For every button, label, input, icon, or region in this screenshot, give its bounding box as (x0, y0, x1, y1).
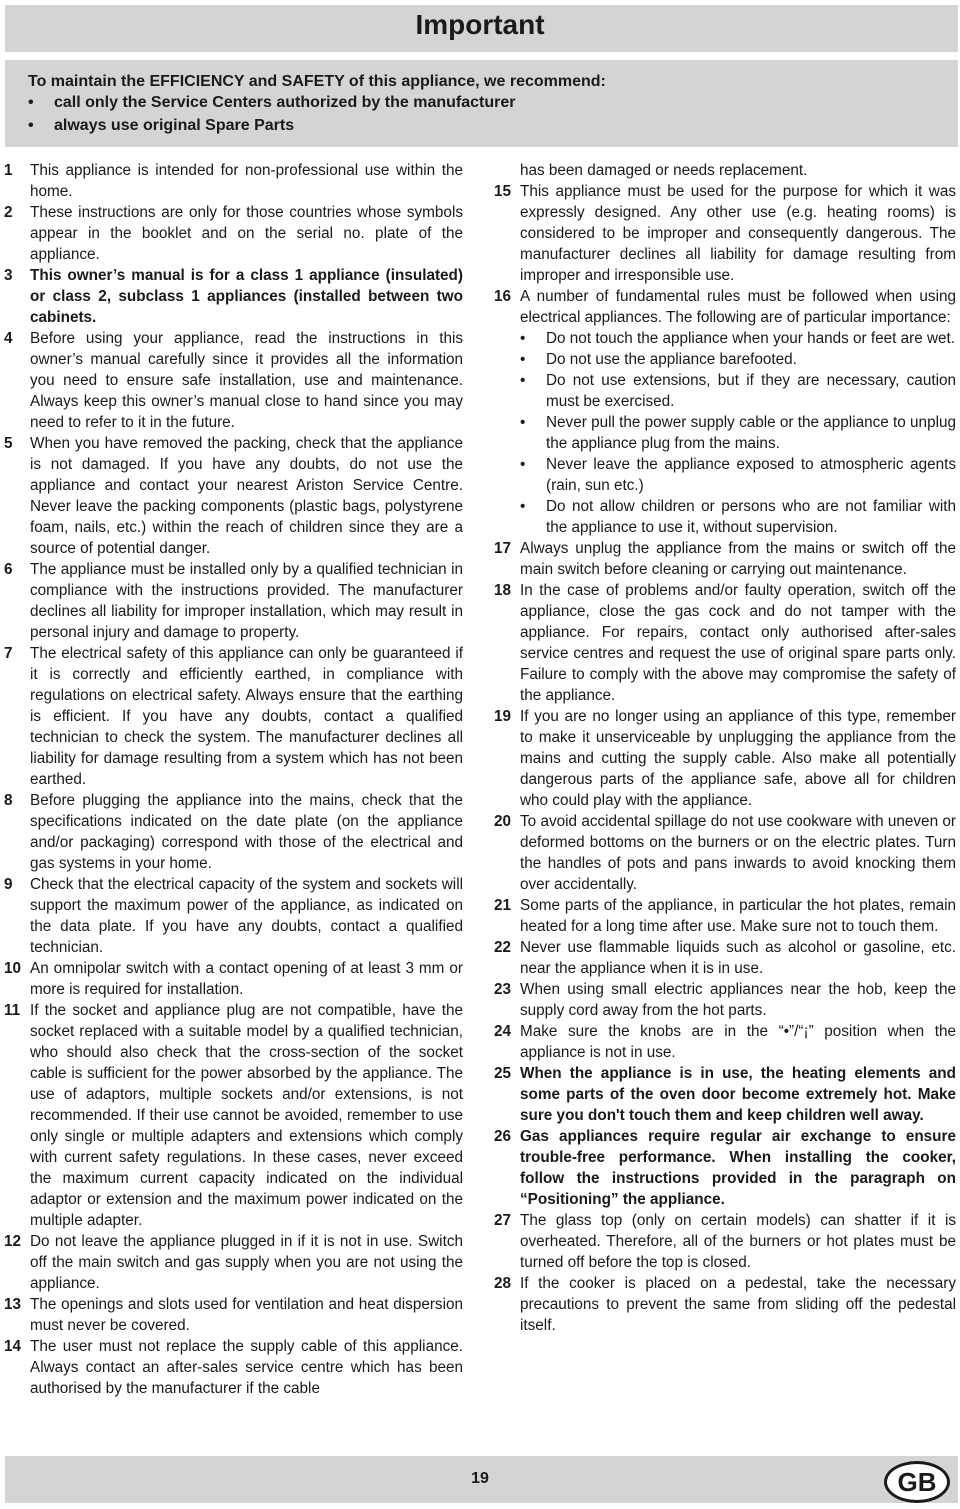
item-number: 11 (4, 1002, 21, 1019)
list-item (488, 1210, 956, 1273)
item-number: 3 (4, 267, 13, 284)
page-number: 19 (471, 1470, 489, 1487)
list-item (488, 1063, 956, 1126)
item-text: This appliance is intended for non-professional use within the home. (30, 162, 463, 200)
list-item (0, 790, 463, 874)
right-column (488, 160, 958, 1336)
item-number: 1 (4, 162, 13, 179)
item-number: 12 (4, 1233, 22, 1250)
item-number: 27 (494, 1212, 512, 1229)
list-item (0, 328, 463, 433)
item-text: This owner’s manual is for a class 1 appliance (insulated) or class 2, subclass 1 appliances (installed between two cabinets. (30, 267, 463, 326)
sub-bullet: • Do not use extensions, but if they are necessary, caution must be exercised. (520, 372, 956, 410)
list-item (0, 1294, 463, 1336)
item-text: Do not leave the appliance plugged in if it is not in use. Switch off the main switch and gas supply when you are not using the appliance. (30, 1233, 463, 1292)
item-number: 2 (4, 204, 13, 221)
sub-bullet-text: Do not touch the appliance when your hands or feet are wet. (546, 330, 956, 347)
item-number: 6 (4, 561, 13, 578)
item-number: 8 (4, 792, 13, 809)
list-item (488, 895, 956, 937)
item-number: 26 (494, 1128, 512, 1145)
list-item (0, 1336, 463, 1399)
list-item (488, 1021, 956, 1063)
item-text: Before using your appliance, read the instructions in this owner’s manual carefully since it provides all the information you need to ensure safe installation, use and maintenance. Always keep this owner’s manual close to hand since you may need to refer to it in the future. (30, 330, 463, 431)
item-number: 17 (494, 540, 512, 557)
recommendation-heading: To maintain the EFFICIENCY and SAFETY of this appliance, we recommend: (28, 73, 606, 90)
sub-bullet: • Do not allow children or persons who are not familiar with the appliance to use it, without supervision. (520, 498, 956, 536)
item-text: The user must not replace the supply cable of this appliance. Always contact an after-sales service centre which has been authorised by the manufacturer if the cable (30, 1338, 463, 1397)
item-text: To avoid accidental spillage do not use cookware with uneven or deformed bottoms on the burners or on the electric plates. Turn the handles of pots and pans inwards to avoid knocking them over accidentally. (520, 813, 956, 893)
list-item (488, 181, 956, 286)
item-text: Check that the electrical capacity of the system and sockets will support the maximum power of the appliance, as indicated on the data plate. If you have any doubts, contact a qualified technician. (30, 876, 463, 956)
list-item (488, 538, 956, 580)
list-item (488, 1273, 956, 1336)
list-item (0, 1231, 463, 1294)
item-text: An omnipolar switch with a contact opening of at least 3 mm or more is required for installation. (30, 960, 463, 998)
item-number: 5 (4, 435, 13, 452)
item-number: 25 (494, 1065, 512, 1082)
item-text: If you are no longer using an appliance of this type, remember to make it unserviceable by unplugging the appliance from the mains and cutting the supply cable. Also make all potentially dangerous parts of the appliance safe, above all for children who could play with the appliance. (520, 708, 956, 809)
item-number: 28 (494, 1275, 512, 1292)
recommendation-bullet: • call only the Service Centers authorized by the manufacturer (28, 94, 516, 111)
page-title: Important (415, 9, 545, 40)
item-number: 24 (494, 1023, 512, 1040)
list-item (488, 937, 956, 979)
item-text: If the cooker is placed on a pedestal, take the necessary precautions to prevent the same from sliding off the pedestal itself. (520, 1275, 956, 1334)
item-text: These instructions are only for those countries whose symbols appear in the booklet and on the serial no. plate of the appliance. (30, 204, 463, 263)
sub-bullet-text: Never pull the power supply cable or the appliance to unplug the appliance plug from the mains. (546, 414, 956, 452)
item-number: 14 (4, 1338, 22, 1355)
list-item (0, 559, 463, 643)
item-number: 18 (494, 582, 512, 599)
list-item (0, 160, 463, 202)
list-item (0, 202, 463, 265)
item-text: Make sure the knobs are in the “•”/“¡” position when the appliance is not in use. (520, 1023, 956, 1061)
recommendation-bullet-text: call only the Service Centers authorized by the manufacturer (54, 94, 516, 111)
item-number: 4 (4, 330, 13, 347)
item-number: 20 (494, 813, 512, 830)
recommendation-bullet: • always use original Spare Parts (28, 117, 295, 134)
item-number: 22 (494, 939, 512, 956)
sub-bullet-text: Do not allow children or persons who are not familiar with the appliance to use it, without supervision. (546, 498, 956, 536)
list-item (488, 811, 956, 895)
list-item (488, 286, 956, 538)
item-number: 13 (4, 1296, 22, 1313)
item-text: The electrical safety of this appliance can only be guaranteed if it is correctly and efficiently earthed, in compliance with regulations on electrical safety. Always ensure that the earthing is efficient. If you have any doubts, contact a qualified technician to check the system. The manufacturer declines all liability for damage resulting from a system which has not been earthed. (30, 645, 463, 788)
list-item (488, 1126, 956, 1210)
item-text: Always unplug the appliance from the mains or switch off the main switch before cleaning or carrying out maintenance. (520, 540, 956, 578)
item-text: A number of fundamental rules must be followed when using electrical appliances. The following are of particular importance: (520, 288, 956, 326)
list-item (488, 580, 956, 706)
item-number: 21 (494, 897, 512, 914)
item-text: Before plugging the appliance into the mains, check that the specifications indicated on the date plate (on the appliance and/or packaging) correspond with those of the electrical and gas systems in your home. (30, 792, 463, 872)
sub-bullet-text: Do not use the appliance barefooted. (546, 351, 797, 368)
item-text: The appliance must be installed only by a qualified technician in compliance with the instructions provided. The manufacturer declines all liability for improper installation, which may result in personal injury and damage to property. (30, 561, 463, 641)
list-item (0, 874, 463, 958)
item-continuation: has been damaged or needs replacement. (520, 162, 808, 179)
list-item (488, 979, 956, 1021)
recommendation-bullet-text: always use original Spare Parts (54, 117, 295, 134)
item-text: Some parts of the appliance, in particular the hot plates, remain heated for a long time after use. Make sure not to touch them. (520, 897, 956, 935)
list-item (0, 1000, 463, 1231)
item-number: 7 (4, 645, 13, 662)
item-text: When using small electric appliances near the hob, keep the supply cord away from the hot parts. (520, 981, 956, 1019)
item-number: 15 (494, 183, 512, 200)
language-badge: GB (884, 1461, 950, 1503)
sub-bullet: • Do not touch the appliance when your hands or feet are wet. (520, 330, 956, 347)
sub-bullet: • Never pull the power supply cable or the appliance to unplug the appliance plug from the mains. (520, 414, 956, 452)
list-item (0, 643, 463, 790)
item-text: This appliance must be used for the purpose for which it was expressly designed. Any other use (e.g. heating rooms) is considered to be improper and consequently dangerous. The manufacturer declines all liability for damage resulting from improper and irresponsible use. (520, 183, 956, 284)
item-text: Never use flammable liquids such as alcohol or gasoline, etc. near the appliance when it is in use. (520, 939, 956, 977)
item-number: 9 (4, 876, 13, 893)
sub-bullet: • Never leave the appliance exposed to atmospheric agents (rain, sun etc.) (520, 456, 956, 494)
sub-bullet-text: Never leave the appliance exposed to atmospheric agents (rain, sun etc.) (546, 456, 956, 494)
item-number: 10 (4, 960, 22, 977)
item-text: In the case of problems and/or faulty operation, switch off the appliance, close the gas cock and do not tamper with the appliance. For repairs, contact only authorised after-sales service centres and request the use of original spare parts only. Failure to comply with the above may compromise the safety of the appliance. (520, 582, 956, 704)
item-text: The openings and slots used for ventilation and heat dispersion must never be covered. (30, 1296, 463, 1334)
item-number: 16 (494, 288, 512, 305)
item-number: 19 (494, 708, 512, 725)
item-text: When you have removed the packing, check that the appliance is not damaged. If you have any doubts, do not use the appliance and contact your nearest Ariston Service Centre. Never leave the packing components (plastic bags, polystyrene foam, nails, etc.) within the reach of children since they are a source of potential danger. (30, 435, 463, 557)
item-text: The glass top (only on certain models) can shatter if it is overheated. Therefore, all of the burners or hot plates must be turned off before the top is closed. (520, 1212, 956, 1271)
item-text: When the appliance is in use, the heating elements and some parts of the oven door become extremely hot. Make sure you don't touch them and keep children well away. (520, 1065, 956, 1124)
item-text: Gas appliances require regular air exchange to ensure trouble-free performance. When installing the cooker, follow the instructions provided in the paragraph on “Positioning” the appliance. (520, 1128, 956, 1208)
list-item (0, 958, 463, 1000)
list-item (488, 706, 956, 811)
list-item (0, 265, 463, 328)
sub-bullet: • Do not use the appliance barefooted. (520, 349, 956, 370)
left-column (0, 160, 470, 1399)
item-number: 23 (494, 981, 512, 998)
item-text: If the socket and appliance plug are not compatible, have the socket replaced with a suitable model by a qualified technician, who should also check that the cross-section of the socket cable is sufficient for the power absorbed by the appliance. The use of adaptors, multiple sockets and/or extensions, is not recommended. If their use cannot be avoided, remember to use only single or multiple adapters and extensions which comply with current safety regulations. In these cases, never exceed the maximum current capacity indicated on the individual adaptor or extension and the maximum power indicated on the multiple adapter. (30, 1002, 463, 1229)
list-item (0, 433, 463, 559)
sub-bullet-text: Do not use extensions, but if they are necessary, caution must be exercised. (546, 372, 956, 410)
